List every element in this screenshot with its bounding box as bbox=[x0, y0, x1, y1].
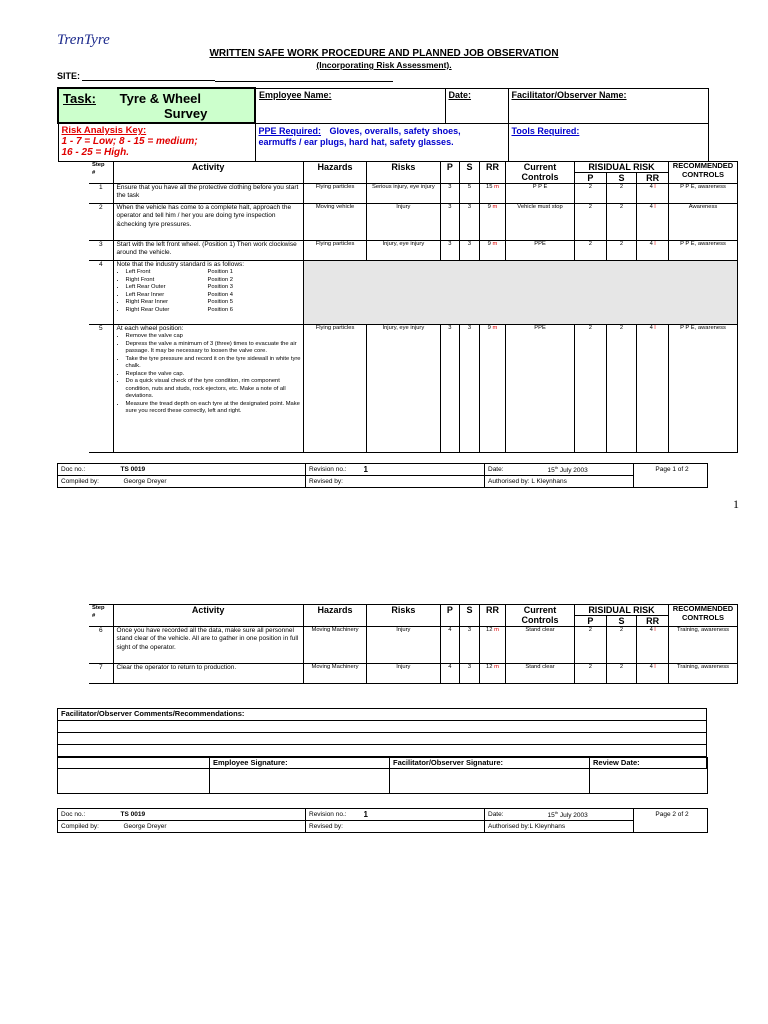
current-control: Stand clear bbox=[506, 664, 575, 684]
compiled-by: George Dreyer bbox=[118, 821, 306, 833]
ppe-value: Gloves, overalls, safety shoes, bbox=[329, 125, 461, 136]
instruction-item: • Depress the valve a minimum of 3 (three) times to evacuate the air passage. It may be necessary to loosen the valve core. bbox=[126, 341, 303, 356]
rr-value: 12 m bbox=[479, 664, 505, 684]
ppe-label: PPE Required: bbox=[258, 125, 322, 136]
rr-value: 9 m bbox=[479, 325, 505, 453]
residual-s: 2 bbox=[606, 204, 637, 241]
col-current-controls: Current Controls bbox=[506, 605, 575, 627]
residual-s: 2 bbox=[606, 325, 637, 453]
col-p: P bbox=[440, 605, 460, 627]
col-current-controls: Current Controls bbox=[506, 162, 575, 184]
current-control: Vehicle must stop bbox=[506, 204, 575, 241]
page-indicator: Page 2 of 2 bbox=[634, 809, 708, 833]
position-item: • Left Rear Inner Position 4 bbox=[126, 292, 303, 300]
revised-label: Revised by: bbox=[306, 476, 485, 488]
residual-s: 2 bbox=[606, 184, 637, 204]
comment-line[interactable] bbox=[58, 721, 707, 733]
ppe-cell bbox=[255, 123, 508, 161]
recommended-control: Training, awareness bbox=[669, 627, 738, 664]
step-number: 5 bbox=[89, 325, 113, 453]
date-value: 15th July 2003 bbox=[545, 464, 634, 476]
step-activity: Clear the operator to return to production. bbox=[113, 664, 303, 684]
recommended-control: Training, awareness bbox=[669, 664, 738, 684]
footer-page2 bbox=[57, 808, 708, 833]
col-step: Step # bbox=[89, 162, 113, 184]
s-value: 3 bbox=[460, 325, 480, 453]
review-date-field[interactable]: Review Date: bbox=[590, 758, 708, 794]
step-number: 3 bbox=[89, 241, 113, 261]
risk-key-label: Risk Analysis Key: bbox=[61, 125, 147, 136]
footer-page1 bbox=[57, 463, 708, 488]
col-rr: RR bbox=[479, 605, 505, 627]
current-control: PPE bbox=[506, 325, 575, 453]
position-list bbox=[114, 269, 303, 314]
step4-empty-cells bbox=[303, 261, 737, 325]
hazard: Flying particles bbox=[303, 184, 366, 204]
employee-signature-field[interactable]: Employee Signature: bbox=[210, 758, 390, 794]
residual-s: 2 bbox=[606, 627, 637, 664]
p-value: 3 bbox=[440, 184, 460, 204]
step-activity: Once you have recorded all the data, make sure all personnel stand clear of the vehicle. All are to gather in one position in full sight of the operator. bbox=[113, 627, 303, 664]
employee-name-field[interactable]: Employee Name: bbox=[255, 88, 445, 123]
residual-rr: 4 l bbox=[637, 627, 669, 664]
current-control: P P E bbox=[506, 184, 575, 204]
residual-p: 2 bbox=[574, 184, 606, 204]
date-label: Date: bbox=[485, 809, 545, 821]
document-subtitle: (Incorporating Risk Assessment). bbox=[316, 60, 452, 70]
col-residual-p: P bbox=[574, 616, 606, 627]
step-number: 6 bbox=[89, 627, 113, 664]
doc-number: TS 0019 bbox=[118, 464, 306, 476]
recommended-control: P P E, awareness bbox=[669, 184, 738, 204]
risk: Injury, eye injury bbox=[367, 325, 440, 453]
step4-intro: Note that the industry standard is as follows: bbox=[116, 261, 245, 268]
residual-p: 2 bbox=[574, 241, 606, 261]
s-value: 3 bbox=[460, 664, 480, 684]
step-number: 7 bbox=[89, 664, 113, 684]
rr-value: 9 m bbox=[479, 204, 505, 241]
position-item: • Right Rear Outer Position 6 bbox=[126, 307, 303, 315]
table-row bbox=[89, 184, 738, 204]
position-item: • Left Front Position 1 bbox=[126, 269, 303, 277]
site-label: SITE: bbox=[57, 71, 81, 81]
step-activity bbox=[113, 261, 303, 325]
col-activity: Activity bbox=[113, 605, 303, 627]
col-rr: RR bbox=[479, 162, 505, 184]
s-value: 3 bbox=[460, 627, 480, 664]
col-residual-s: S bbox=[606, 173, 637, 184]
step-number: 4 bbox=[89, 261, 113, 325]
instruction-item: • Do a quick visual check of the tyre condition, rim component condition, nuts and studs, rock ejectors, etc. Make a note of all deviations. bbox=[126, 378, 303, 401]
date-label: Date: bbox=[485, 464, 545, 476]
step-number: 1 bbox=[89, 184, 113, 204]
hazard: Moving Machinery bbox=[303, 664, 366, 684]
hazard: Moving vehicle bbox=[303, 204, 366, 241]
instruction-item: • Measure the tread depth on each tyre at the designated point. Make sure you record these correctly, left and right. bbox=[126, 401, 303, 416]
task-header-table bbox=[57, 87, 709, 162]
facilitator-signature-field[interactable]: Facilitator/Observer Signature: bbox=[390, 758, 590, 794]
table-row bbox=[89, 241, 738, 261]
position-item: • Left Rear Outer Position 3 bbox=[126, 284, 303, 292]
p-value: 4 bbox=[440, 664, 460, 684]
s-value: 3 bbox=[460, 204, 480, 241]
col-risks: Risks bbox=[367, 162, 440, 184]
recommended-control: Awareness bbox=[669, 204, 738, 241]
step-activity: When the vehicle has come to a complete halt, approach the operator and tell him / her you are doing tyre inspection &checking tyre pressures. bbox=[113, 204, 303, 241]
p-value: 3 bbox=[440, 325, 460, 453]
site-underline bbox=[82, 80, 215, 81]
s-value: 5 bbox=[460, 184, 480, 204]
tools-cell bbox=[508, 123, 708, 161]
col-residual-rr: RR bbox=[637, 616, 669, 627]
document-title: WRITTEN SAFE WORK PROCEDURE AND PLANNED JOB OBSERVATION bbox=[209, 48, 559, 59]
p-value: 3 bbox=[440, 241, 460, 261]
revision-number: 1 bbox=[361, 464, 485, 476]
compiled-label: Compiled by: bbox=[58, 821, 118, 833]
col-recommended-controls: RECOMMENDED CONTROLS bbox=[669, 605, 738, 627]
step5-bullets bbox=[114, 333, 303, 416]
instruction-item: • Take the tyre pressure and record it on the tyre sidewall in white tyre chalk. bbox=[126, 356, 303, 371]
revision-label: Revision no.: bbox=[306, 464, 361, 476]
revision-label: Revision no.: bbox=[306, 809, 361, 821]
activity-table-page2 bbox=[89, 604, 738, 684]
page-number: 1 bbox=[733, 497, 739, 511]
col-step: Step # bbox=[89, 605, 113, 627]
current-control: PPE bbox=[506, 241, 575, 261]
hazard: Flying particles bbox=[303, 325, 366, 453]
risk: Injury bbox=[367, 627, 440, 664]
residual-p: 2 bbox=[574, 204, 606, 241]
company-logo: TrenTyre bbox=[57, 32, 110, 48]
table-row bbox=[89, 627, 738, 664]
signature-table bbox=[57, 757, 708, 794]
p-value: 3 bbox=[440, 204, 460, 241]
comment-line[interactable] bbox=[58, 745, 707, 757]
hazard: Flying particles bbox=[303, 241, 366, 261]
col-residual-risk: RISIDUAL RISK bbox=[574, 162, 668, 173]
doc-label: Doc no.: bbox=[58, 809, 118, 821]
s-value: 3 bbox=[460, 241, 480, 261]
step-activity: Ensure that you have all the protective clothing before you start the task bbox=[113, 184, 303, 204]
task-value: Tyre & Wheel bbox=[119, 91, 202, 106]
table-row bbox=[89, 261, 738, 325]
col-activity: Activity bbox=[113, 162, 303, 184]
risk: Injury, eye injury bbox=[367, 241, 440, 261]
residual-p: 2 bbox=[574, 325, 606, 453]
rr-value: 15 m bbox=[479, 184, 505, 204]
rr-value: 12 m bbox=[479, 627, 505, 664]
step5-intro: At each wheel position: bbox=[116, 325, 184, 332]
col-residual-s: S bbox=[606, 616, 637, 627]
table-row bbox=[89, 204, 738, 241]
authorised-by: Authorised by:L Kleynhans bbox=[485, 821, 634, 833]
ppe-value-2: earmuffs / ear plugs, hard hat, safety glasses. bbox=[258, 136, 454, 147]
recommended-control: P P E, awareness bbox=[669, 325, 738, 453]
current-control: Stand clear bbox=[506, 627, 575, 664]
col-residual-p: P bbox=[574, 173, 606, 184]
col-hazards: Hazards bbox=[303, 162, 366, 184]
step-activity: Start with the left front wheel. (Position 1) Then work clockwise around the vehicle. bbox=[113, 241, 303, 261]
site-underline-extension bbox=[215, 81, 393, 82]
recommended-control: P P E, awareness bbox=[669, 241, 738, 261]
rr-value: 9 m bbox=[479, 241, 505, 261]
table-row bbox=[89, 325, 738, 453]
residual-rr: 4 l bbox=[637, 184, 669, 204]
instruction-item: • Remove the valve cap bbox=[126, 333, 303, 341]
residual-rr: 4 l bbox=[637, 325, 669, 453]
col-hazards: Hazards bbox=[303, 605, 366, 627]
risk-key-line1: 1 - 7 = Low; 8 - 15 = medium; bbox=[61, 136, 198, 147]
authorised-by: Authorised by: L Kleynhans bbox=[485, 476, 634, 488]
position-item: • Right Rear Inner Position 5 bbox=[126, 299, 303, 307]
col-recommended-controls: RECOMMENDED CONTROLS bbox=[669, 162, 738, 184]
col-p: P bbox=[440, 162, 460, 184]
residual-rr: 4 l bbox=[637, 204, 669, 241]
col-risks: Risks bbox=[367, 605, 440, 627]
hazard: Moving Machinery bbox=[303, 627, 366, 664]
risk: Serious injury, eye injury bbox=[367, 184, 440, 204]
step-activity bbox=[113, 325, 303, 453]
page-indicator: Page 1 of 2 bbox=[634, 464, 708, 488]
col-residual-rr: RR bbox=[637, 173, 669, 184]
revision-number: 1 bbox=[361, 809, 485, 821]
activity-table-page1 bbox=[89, 161, 738, 453]
doc-label: Doc no.: bbox=[58, 464, 118, 476]
p-value: 4 bbox=[440, 627, 460, 664]
risk: Injury bbox=[367, 204, 440, 241]
date-field[interactable]: Date: bbox=[445, 88, 508, 123]
revised-label: Revised by: bbox=[306, 821, 485, 833]
instruction-item: • Replace the valve cap. bbox=[126, 371, 303, 379]
residual-rr: 4 l bbox=[637, 664, 669, 684]
date-value: 15th July 2003 bbox=[545, 809, 634, 821]
residual-s: 2 bbox=[606, 664, 637, 684]
position-item: • Right Front Position 2 bbox=[126, 277, 303, 285]
residual-rr: 4 l bbox=[637, 241, 669, 261]
table-row bbox=[89, 664, 738, 684]
residual-p: 2 bbox=[574, 627, 606, 664]
tools-label: Tools Required: bbox=[511, 125, 580, 136]
risk-key-cell bbox=[58, 123, 255, 161]
risk: Injury bbox=[367, 664, 440, 684]
residual-s: 2 bbox=[606, 241, 637, 261]
comment-line[interactable] bbox=[58, 733, 707, 745]
comments-label: Facilitator/Observer Comments/Recommendations: bbox=[58, 709, 707, 721]
step-number: 2 bbox=[89, 204, 113, 241]
blank-signature-cell bbox=[58, 758, 210, 794]
task-label: Task: bbox=[63, 91, 96, 106]
col-residual-risk: RISIDUAL RISK bbox=[574, 605, 668, 616]
residual-p: 2 bbox=[574, 664, 606, 684]
facilitator-name-field[interactable]: Facilitator/Observer Name: bbox=[508, 88, 708, 123]
doc-number: TS 0019 bbox=[118, 809, 306, 821]
task-value-line2: Survey bbox=[164, 106, 208, 121]
col-s: S bbox=[460, 162, 480, 184]
compiled-by: George Dreyer bbox=[118, 476, 306, 488]
risk-key-line2: 16 - 25 = High. bbox=[61, 147, 130, 158]
col-s: S bbox=[460, 605, 480, 627]
task-cell bbox=[58, 88, 255, 123]
compiled-label: Compiled by: bbox=[58, 476, 118, 488]
